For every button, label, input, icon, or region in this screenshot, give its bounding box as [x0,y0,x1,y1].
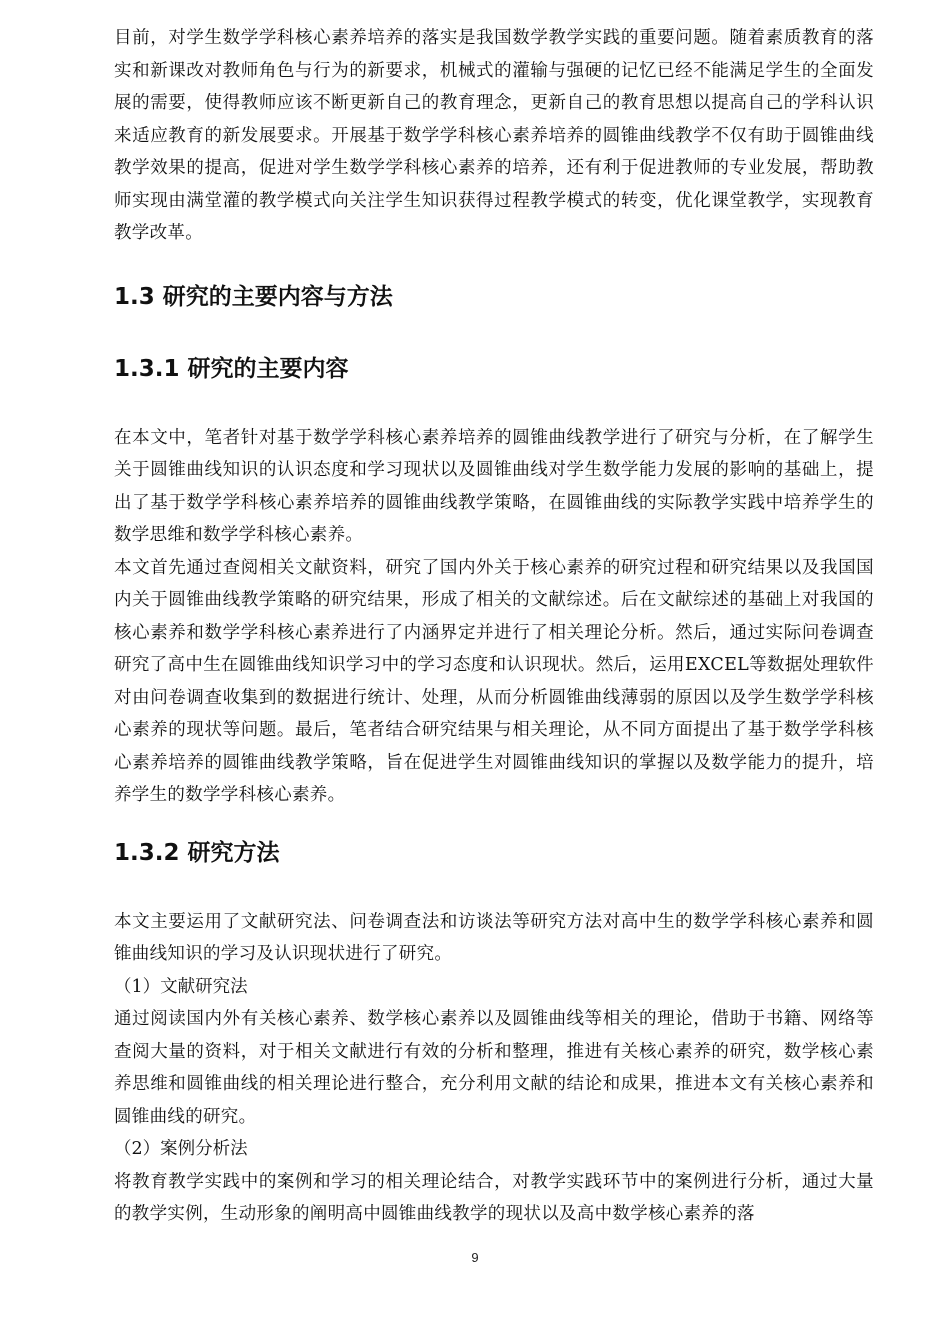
methods-intro-paragraph: 本文主要运用了文献研究法、问卷调查法和访谈法等研究方法对高中生的数学学科核心素养和圆锥曲线知识的学习及认识现状进行了研究。 [114,911,874,964]
intro-paragraph: 目前，对学生数学学科核心素养培养的落实是我国数学教学实践的重要问题。随着素质教育的落实和新课改对教师角色与行为的新要求，机械式的灌输与强硬的记忆已经不能满足学生的全面发展的需要，使得教师应该不断更新自己的教育理念，更新自己的教育思想以提高自己的学科认识来适应教育的新发展要求。开展基于数学学科核心素养培养的圆锥曲线教学不仅有助于圆锥曲线教学效果的提高，促进对学生数学学科核心素养的培养，还有利于促进教师的专业发展，帮助教师实现由满堂灌的教学模式向关注学生知识获得过程教学模式的转变，优化课堂教学，实现教育教学改革。 [114,28,874,243]
method-label-case-analysis: （2）案例分析法 [114,1139,248,1159]
document-page [114,22,874,1231]
heading-spacer [114,870,874,906]
method-text-literature: 通过阅读国内外有关核心素养、数学核心素养以及圆锥曲线等相关的理论，借助于书籍、网络等查阅大量的资料，对于相关文献进行有效的分析和整理，推进有关核心素养的研究，数学核心素养思维和圆锥曲线的相关理论进行整合，充分利用文献的结论和成果，推进本文有关核心素养和圆锥曲线的研究。 [114,1009,874,1127]
method-label-literature: （1）文献研究法 [114,976,248,997]
content-paragraph-2: 本文首先通过查阅相关文献资料，研究了国内外关于核心素养的研究过程和研究结果以及我国国内关于圆锥曲线教学策略的研究结果，形成了相关的文献综述。后在文献综述的基础上对我国的核心素养和数学学科核心素养进行了内涵界定并进行了相关理论分析。然后，通过实际问卷调查研究了高中生在圆锥曲线知识学习中的学习态度和认识现状。然后，运用EXCEL等数据处理软件对由问卷调查收集到的数据进行统计、处理，从而分析圆锥曲线薄弱的原因以及学生数学学科核心素养的现状等问题。最后，笔者结合研究结果与相关理论，从不同方面提出了基于数学学科核心素养培养的圆锥曲线教学策略，旨在促进学生对圆锥曲线知识的掌握以及数学能力的提升，培养学生的数学学科核心素养。 [114,557,874,805]
method-text-case-analysis: 将教育教学实践中的案例和学习的相关理论结合，对教学实践环节中的案例进行分析，通过大量的教学实例，生动形象的阐明高中圆锥曲线教学的现状以及高中数学核心素养的落 [114,1171,874,1224]
section-heading-1-3: 1.3 研究的主要内容与方法 [114,283,393,310]
content-paragraph-1: 在本文中，笔者针对基于数学学科核心素养培养的圆锥曲线教学进行了研究与分析，在了解学生关于圆锥曲线知识的认识态度和学习现状以及圆锥曲线对学生数学能力发展的影响的基础上，提出了基于数学学科核心素养培养的圆锥曲线教学策略，在圆锥曲线的实际教学实践中培养学生的数学思维和数学学科核心素养。 [114,427,874,545]
heading-spacer [114,386,874,422]
subsection-heading-1-3-2: 1.3.2 研究方法 [114,839,280,866]
page-number: 9 [471,1250,479,1265]
subsection-heading-1-3-1: 1.3.1 研究的主要内容 [114,355,349,382]
